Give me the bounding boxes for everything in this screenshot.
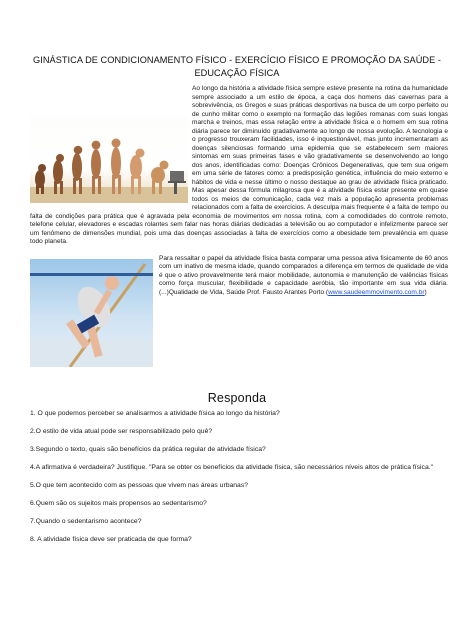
question-item: 1. O que podemos perceber se analisarmos a atividade física ao longo da história? <box>30 410 280 417</box>
question-item: 2.O estilo de vida atual pode ser responsabilizado pelo quê? <box>30 428 213 435</box>
questions-heading: Responda <box>207 391 267 405</box>
question-item: 7.Quando o sedentarismo acontece? <box>30 518 142 525</box>
paragraph-1: Ao longo da história a atividade física sempre esteve presente na rotina da humanidade sempre associado a um estilo de época, a caça dos homens das cavernas para a sobrevivência, os Gregos e suas práticas desportivas na busca de um corpo perfeito ou de cunho militar como o exemplo na formação das legiões romanas com suas longas marcha e treinos, mas essa relação entre a atividade física e o homem em sua rotina diária parece ter diminuído gradativamente ao longo de nossa evolução. A tecnologia e o progresso trouxeram facilidades, isso é inquestionável, mas junto incrementaram as doenças silenciosas formando uma epidemia que se estabelecem sem maiores sintomas em suas primeiras fases e vão gradativamente se desenvolvendo ao longo dos anos, identificadas como: Doenças Crônicos Degenerativas, que tem sua origem em uma série de fatores como: a predisposição genética, influência do meio externo e hábitos de vida e nesse último o nosso destaque ao grau de atividade física praticado. Mas apesar dessa fórmula milagrosa que é a atividade física estar presente em quase todos os meios de comunicação, cada vez mais a população apresenta problemas relacionados com a falta de exercícios. A desculpa mais frequente é a falta de tempo ou falta de condições para prática que é agravada pela economia de movimentos em nossa rotina, com a comodidades do controle remoto, telefone celular, elevadores e escadas rolantes sem falar nas horas diárias dedicadas a televisão ou ao computador e infelizmente parece ser um fenômeno de dimensões mundial, pois uma das doenças associadas à falta de exercícios como a obesidade tem prevalência em quase todo planeta. <box>30 85 448 245</box>
question-item: 6.Quem são os sujeitos mais propensos ao sedentarismo? <box>30 500 207 507</box>
evolution-figures-graphic <box>30 117 188 203</box>
question-item: 8. A atividade física deve ser praticada de que forma? <box>30 536 192 543</box>
pole-vault-graphic <box>30 259 153 367</box>
evolution-illustration <box>30 117 188 203</box>
paragraph-2: Para ressaltar o papel da atividade física basta comparar uma pessoa ativa fisicamente de 60 anos com um inativo de mesma idade, quando comparados a diferença em termos de qualidade de vida é que o ativo provavelmente terá maior mobilidade, autonomia e manutenção de valências físicas como força muscular, flexibilidade e capacidade aeróbia, tão importante em sua vida diária. (...)Qualidade de Vida, Saúde Prof. Fausto Arantes Porto (www.saudeemmovimento.com.br) <box>30 255 448 298</box>
document-title: GINÁSTICA DE CONDICIONAMENTO FÍSICO - EXERCÍCIO FÍSICO E PROMOÇÃO DA SAÚDE - EDUCAÇÃO FÍSICA <box>33 55 441 78</box>
question-item: 4.A afirmativa é verdadeira? Justifique. "Para se obter os benefícios da atividade física, são necessários níveis altos de prática física." <box>30 464 434 471</box>
pole-vault-photo <box>30 259 153 367</box>
source-link[interactable]: www.saudeemmovimento.com.br <box>328 288 425 296</box>
question-item: 5.O que tem acontecido com as pessoas que vivem nas áreas urbanas? <box>30 482 249 489</box>
questions-list <box>30 410 448 554</box>
question-item: 3.Segundo o texto, quais são benefícios da prática regular de atividade física? <box>30 446 266 453</box>
document-body <box>30 85 448 369</box>
